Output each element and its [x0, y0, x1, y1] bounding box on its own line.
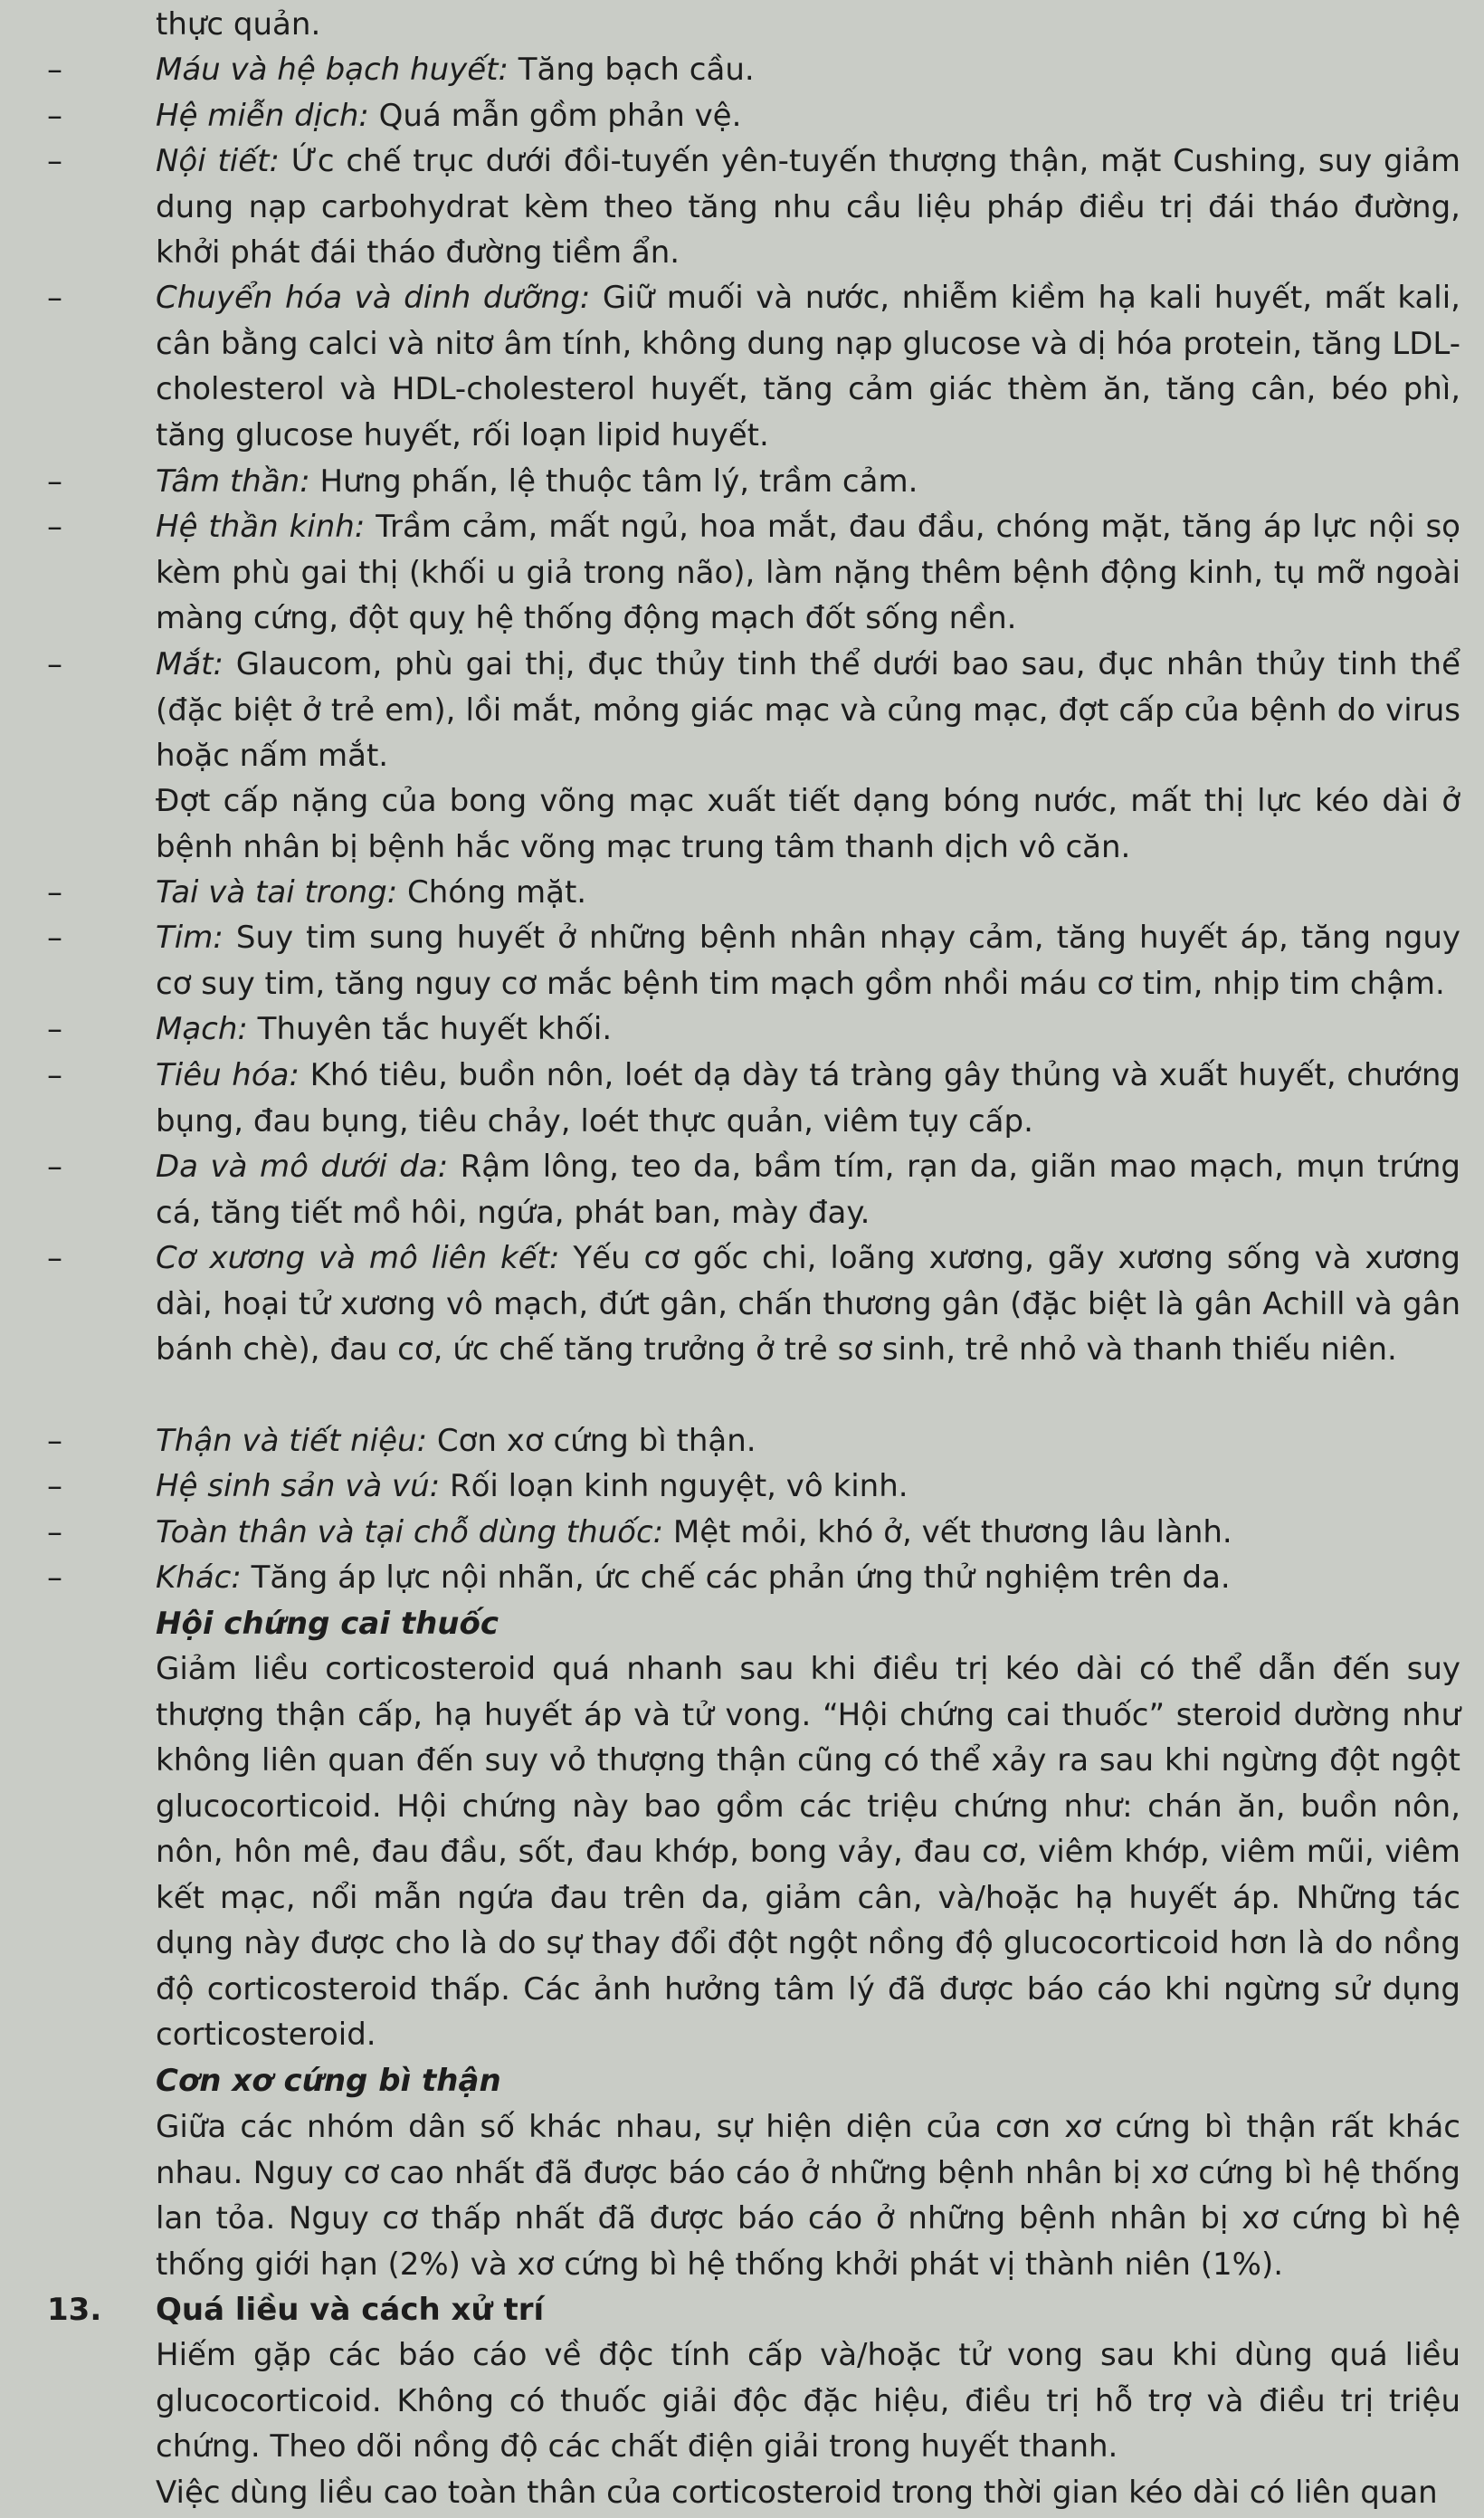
list-item-body: Tăng áp lực nội nhãn, ức chế các phản ứng thử nghiệm trên da.	[241, 1559, 1231, 1596]
list-item-term: Máu và hệ bạch huyết:	[156, 52, 509, 88]
section-heading	[0, 1601, 1484, 1647]
renal-crisis-heading: Cơn xơ cứng bì thận	[156, 2063, 501, 2099]
dash-marker: –	[47, 1149, 62, 1185]
list-item-term: Khác:	[156, 1559, 242, 1596]
dash-marker: –	[47, 1011, 62, 1047]
dash-marker: –	[47, 920, 62, 956]
list-item-term: Chuyển hóa và dinh dưỡng:	[156, 280, 591, 316]
list-item-body: Rối loạn kinh nguyệt, vô kinh.	[440, 1468, 908, 1504]
list-item-body: Rậm lông, teo da, bầm tím, rạn da, giãn mao mạch, mụn trứng cá, tăng tiết mồ hôi, ngứa, phát ban, mày đay.	[156, 1149, 1461, 1231]
list-item-text	[156, 1053, 1460, 1144]
continued-line	[0, 2, 1484, 48]
list-item	[0, 1144, 1484, 1235]
list-item	[0, 138, 1484, 276]
list-item-term: Cơ xương và mô liên kết:	[156, 1240, 560, 1276]
list-item-term: Hệ thần kinh:	[156, 509, 366, 545]
list-item-term: Tiêu hóa:	[156, 1057, 300, 1093]
list-item	[0, 870, 1484, 916]
list-item-term: Toàn thân và tại chỗ dùng thuốc:	[156, 1514, 664, 1550]
dash-marker: –	[47, 1057, 62, 1093]
section-heading	[0, 2058, 1484, 2104]
list-item-text	[156, 275, 1460, 458]
list-item-term: Da và mô dưới da:	[156, 1149, 449, 1185]
dash-marker: –	[47, 280, 62, 316]
list-item-body: Khó tiêu, buồn nôn, loét dạ dày tá tràng gây thủng và xuất huyết, chướng bụng, đau bụng, tiêu chảy, loét thực quản, viêm tụy cấp.	[156, 1057, 1460, 1140]
list-item-body: Tăng bạch cầu.	[508, 52, 755, 88]
list-item-text	[156, 138, 1460, 276]
section-paragraph	[0, 2332, 1484, 2470]
list-item	[0, 1555, 1484, 1601]
list-item	[0, 915, 1484, 1006]
list-item-text	[156, 1464, 1460, 1510]
list-item-text	[156, 459, 1460, 505]
numbered-section-heading	[0, 2287, 1484, 2333]
list-item-term: Mắt:	[156, 646, 224, 682]
list-item	[0, 47, 1484, 93]
dash-marker: –	[47, 1468, 62, 1504]
list-item-body: Trầm cảm, mất ngủ, hoa mắt, đau đầu, chóng mặt, tăng áp lực nội sọ kèm phù gai thị (khối u giả trong não), làm nặng thêm bệnh động kinh, tụ mỡ ngoài màng cứng, đột quỵ hệ thống động mạch đốt sống nền.	[156, 509, 1460, 636]
list-item-text	[156, 642, 1460, 779]
list-item-body: Hưng phấn, lệ thuộc tâm lý, trầm cảm.	[309, 463, 918, 500]
dash-marker: –	[47, 1559, 62, 1596]
list-item	[0, 1510, 1484, 1556]
list-item-body: Ức chế trục dưới đồi-tuyến yên-tuyến thượng thận, mặt Cushing, suy giảm dung nạp carbohydrat kèm theo tăng nhu cầu liệu pháp điều trị đái tháo đường, khởi phát đái tháo đường tiềm ẩn.	[156, 143, 1460, 271]
list-item	[0, 642, 1484, 779]
list-item	[0, 459, 1484, 505]
list-item	[0, 1053, 1484, 1144]
dash-marker: –	[47, 1240, 62, 1276]
list-item-term: Thận và tiết niệu:	[156, 1423, 428, 1459]
renal-crisis-text: Giữa các nhóm dân số khác nhau, sự hiện diện của cơn xơ cứng bì thận rất khác nhau. Nguy cơ cao nhất đã được báo cáo ở những bệnh nhân bị xơ cứng bì hệ thống lan tỏa. Nguy cơ thấp nhất đã được báo cáo ở những bệnh nhân bị xơ cứng bì hệ thống giới hạn (2%) và xơ cứng bì hệ thống khởi phát vị thành niên (1%).	[156, 2109, 1460, 2283]
list-item-term: Tâm thần:	[156, 463, 310, 500]
list-item	[0, 1464, 1484, 1510]
list-item-text	[156, 504, 1460, 642]
list-item-text	[156, 1006, 1460, 1053]
list-item	[0, 275, 1484, 458]
list-item-term: Tim:	[156, 920, 224, 956]
continued-text: thực quản.	[156, 6, 321, 43]
list-item-body: Glaucom, phù gai thị, đục thủy tinh thể dưới bao sau, đục nhân thủy tinh thể (đặc biệt ở trẻ em), lồi mắt, mỏng giác mạc và củng mạc, đợt cấp của bệnh do virus hoặc nấm mắt.	[156, 646, 1460, 774]
list-item-continuation	[0, 778, 1484, 870]
list-item	[0, 1418, 1484, 1464]
dash-marker: –	[47, 1423, 62, 1459]
withdrawal-syndrome-heading: Hội chứng cai thuốc	[156, 1606, 499, 1642]
list-item-body: Quá mẫn gồm phản vệ.	[368, 98, 742, 134]
list-item-term: Mạch:	[156, 1011, 248, 1047]
section-paragraph	[0, 2470, 1484, 2516]
list-item-body: Yếu cơ gốc chi, loãng xương, gãy xương sống và xương dài, hoại tử xương vô mạch, đứt gân, chấn thương gân (đặc biệt là gân Achill và gân bánh chè), đau cơ, ức chế tăng trưởng ở trẻ sơ sinh, trẻ nhỏ và thanh thiếu niên.	[156, 1240, 1460, 1368]
list-item-text	[156, 1510, 1460, 1556]
list-item	[0, 504, 1484, 642]
paragraph-text: Đợt cấp nặng của bong võng mạc xuất tiết dạng bóng nước, mất thị lực kéo dài ở bệnh nhân bị bệnh hắc võng mạc trung tâm thanh dịch vô căn.	[156, 783, 1460, 865]
dash-marker: –	[47, 874, 62, 911]
section-paragraph	[0, 2104, 1484, 2287]
list-item-body: Cơn xơ cứng bì thận.	[427, 1423, 756, 1459]
list-item-text	[156, 47, 1460, 93]
dash-marker: –	[47, 463, 62, 500]
dash-marker: –	[47, 1514, 62, 1550]
list-item	[0, 1006, 1484, 1053]
list-item-term: Hệ miễn dịch:	[156, 98, 369, 134]
dash-marker: –	[47, 509, 62, 545]
dash-marker: –	[47, 98, 62, 134]
dash-marker: –	[47, 52, 62, 88]
list-item-text	[156, 1555, 1460, 1601]
list-item-text	[156, 93, 1460, 139]
list-item	[0, 93, 1484, 139]
list-item-body: Suy tim sung huyết ở những bệnh nhân nhạy cảm, tăng huyết áp, tăng nguy cơ suy tim, tăng nguy cơ mắc bệnh tim mạch gồm nhồi máu cơ tim, nhịp tim chậm.	[156, 920, 1460, 1002]
list-item-text	[156, 870, 1460, 916]
overdose-heading: Quá liều và cách xử trí	[156, 2292, 545, 2328]
overdose-text-continued: Việc dùng liều cao toàn thân của corticosteroid trong thời gian kéo dài có liên quan	[156, 2475, 1438, 2511]
list-item	[0, 1235, 1484, 1373]
list-item-text	[156, 1418, 1460, 1464]
dash-marker: –	[47, 143, 62, 179]
overdose-text: Hiếm gặp các báo cáo về độc tính cấp và/hoặc tử vong sau khi dùng quá liều glucocorticoid. Không có thuốc giải độc đặc hiệu, điều trị hỗ trợ và điều trị triệu chứng. Theo dõi nồng độ các chất điện giải trong huyết thanh.	[156, 2337, 1460, 2465]
list-item-text	[156, 1144, 1460, 1235]
list-item-text	[156, 1235, 1460, 1373]
list-item-term: Hệ sinh sản và vú:	[156, 1468, 441, 1504]
dash-marker: –	[47, 646, 62, 682]
list-item-body: Giữ muối và nước, nhiễm kiềm hạ kali huyết, mất kali, cân bằng calci và nitơ âm tính, không dung nạp glucose và dị hóa protein, tăng LDL-cholesterol và HDL-cholesterol huyết, tăng cảm giác thèm ăn, tăng cân, béo phì, tăng glucose huyết, rối loạn lipid huyết.	[156, 280, 1460, 453]
list-item-term: Nội tiết:	[156, 143, 280, 179]
list-item-body: Thuyên tắc huyết khối.	[247, 1011, 613, 1047]
list-item-body: Mệt mỏi, khó ở, vết thương lâu lành.	[663, 1514, 1232, 1550]
section-number: 13.	[47, 2292, 102, 2328]
list-item-text	[156, 915, 1460, 1006]
withdrawal-syndrome-text: Giảm liều corticosteroid quá nhanh sau khi điều trị kéo dài có thể dẫn đến suy thượng thận cấp, hạ huyết áp và tử vong. “Hội chứng cai thuốc” steroid dường như không liên quan đến suy vỏ thượng thận cũng có thể xảy ra sau khi ngừng đột ngột glucocorticoid. Hội chứng này bao gồm các triệu chứng như: chán ăn, buồn nôn, nôn, hôn mê, đau đầu, sốt, đau khớp, bong vảy, đau cơ, viêm khớp, viêm mũi, viêm kết mạc, nổi mẫn ngứa đau trên da, giảm cân, và/hoặc hạ huyết áp. Những tác dụng này được cho là do sự thay đổi đột ngột nồng độ glucocorticoid hơn là do nồng độ corticosteroid thấp. Các ảnh hưởng tâm lý đã được báo cáo khi ngừng sử dụng corticosteroid.	[156, 1651, 1460, 2053]
list-item-term: Tai và tai trong:	[156, 874, 398, 911]
section-paragraph	[0, 1646, 1484, 2058]
list-item-body: Chóng mặt.	[397, 874, 587, 911]
